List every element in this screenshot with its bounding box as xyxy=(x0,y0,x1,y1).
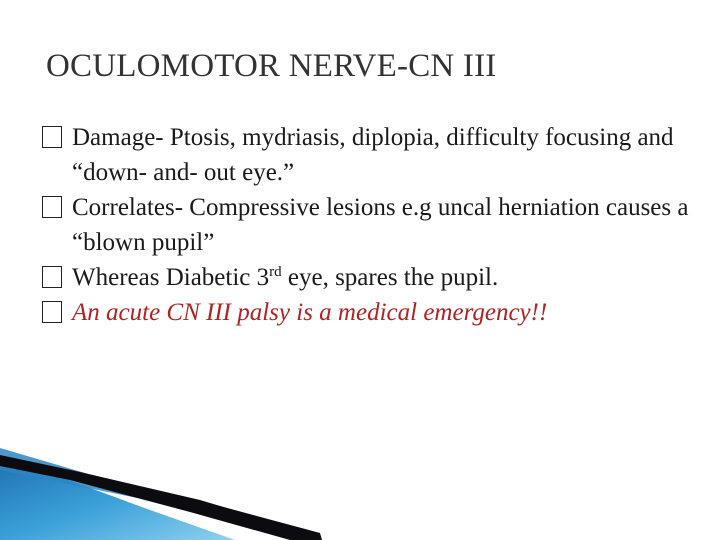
bullet-whereas xyxy=(42,260,702,295)
bullet-box-icon xyxy=(42,266,62,288)
bullet-box-icon xyxy=(42,301,62,323)
bullet-whereas-text-post: eye, spares the pupil. xyxy=(281,264,499,291)
bullet-whereas-text-pre: Whereas Diabetic 3 xyxy=(72,264,270,291)
bullet-damage-text: Damage- Ptosis, mydriasis, diplopia, difficulty focusing and “down- and- out eye.” xyxy=(72,124,674,186)
bullet-correlates-text: Correlates- Compressive lesions e.g uncal herniation causes a “blown pupil” xyxy=(72,194,689,256)
bullet-emergency xyxy=(42,295,702,330)
bullet-emergency-text: An acute CN III palsy is a medical emergency!! xyxy=(72,299,548,326)
bullet-correlates xyxy=(42,190,702,260)
bullet-box-icon xyxy=(42,196,62,218)
bullet-damage xyxy=(42,120,702,190)
slide-title: OCULOMOTOR NERVE-CN III xyxy=(46,48,497,84)
slide-body xyxy=(42,120,702,330)
bullet-whereas-superscript: rd xyxy=(269,264,282,280)
bullet-box-icon xyxy=(42,126,62,148)
